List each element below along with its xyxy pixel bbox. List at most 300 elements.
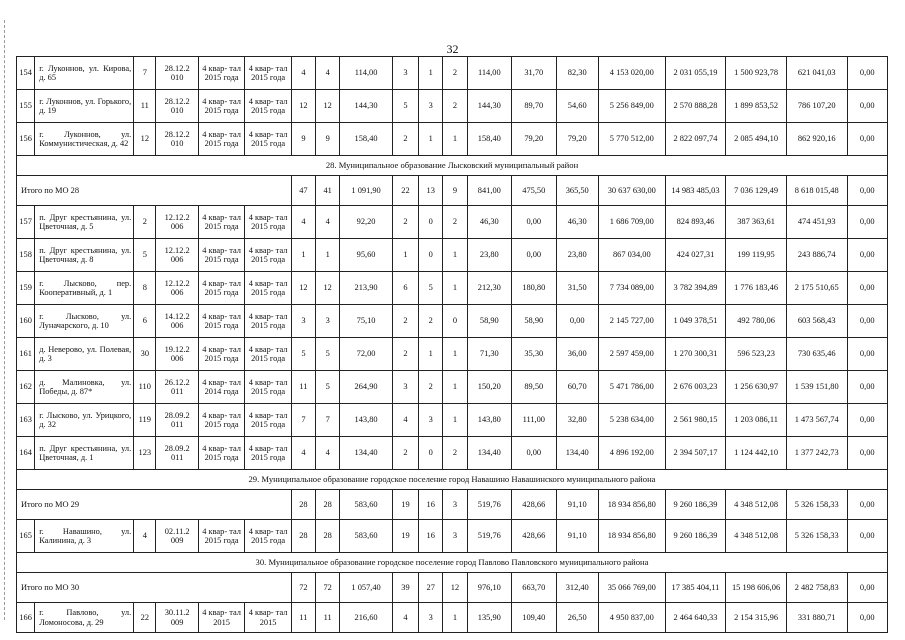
cost-regional: 199 119,95 (726, 239, 787, 272)
area-owned: 0,00 (512, 206, 556, 239)
table-row (17, 90, 888, 123)
house-id: 123 (134, 437, 156, 470)
flats-total: 4 (392, 404, 418, 437)
total-flats-municipal: 9 (443, 176, 467, 206)
address: д. Неверово, ул. Полевая, д. 3 (35, 338, 134, 371)
flats-total: 2 (392, 305, 418, 338)
total-flats-owned: 27 (419, 573, 443, 603)
table-row (17, 603, 888, 633)
date: 28.12.2 010 (156, 123, 198, 156)
total-flats-owned: 13 (419, 176, 443, 206)
address: г. Луконнов, ул. Кирова, д. 65 (35, 57, 134, 90)
address: п. Друг крестьянина, ул. Цветочная, д. 5 (35, 206, 134, 239)
flats-municipal: 0 (443, 305, 467, 338)
date: 28.12.2 010 (156, 90, 198, 123)
cost-fund: 2 822 097,74 (665, 123, 726, 156)
housing-program-table (16, 56, 888, 633)
total-cost-local: 5 326 158,33 (786, 490, 847, 520)
total-cost-extra: 0,00 (847, 176, 888, 206)
cost-extra: 0,00 (847, 90, 888, 123)
total-row (17, 490, 888, 520)
date: 30.11.2 009 (156, 603, 198, 633)
cost-fund: 2 031 055,19 (665, 57, 726, 90)
area-owned: 428,66 (512, 520, 556, 553)
total-residents-relocated: 28 (316, 490, 340, 520)
area-municipal: 32,80 (556, 404, 598, 437)
row-number: 157 (17, 206, 35, 239)
area-relocated: 150,20 (467, 371, 511, 404)
total-residents-relocated: 72 (316, 573, 340, 603)
total-area-relocated: 841,00 (467, 176, 511, 206)
plan-start: 4 квар- тал 2015 года (198, 520, 244, 553)
house-id: 22 (134, 603, 156, 633)
flats-municipal: 2 (443, 57, 467, 90)
plan-end: 4 квар- тал 2015 года (245, 90, 291, 123)
flats-municipal: 1 (443, 239, 467, 272)
flats-municipal: 2 (443, 437, 467, 470)
flats-total: 2 (392, 206, 418, 239)
area-municipal: 54,60 (556, 90, 598, 123)
total-area-municipal: 91,10 (556, 490, 598, 520)
plan-end: 4 квар- тал 2015 года (245, 404, 291, 437)
total-cost-extra: 0,00 (847, 573, 888, 603)
plan-end: 4 квар- тал 2015 года (245, 206, 291, 239)
page-number: 32 (446, 42, 459, 56)
house-id: 6 (134, 305, 156, 338)
total-area-owned: 475,50 (512, 176, 556, 206)
area-owned: 109,40 (512, 603, 556, 633)
house-id: 30 (134, 338, 156, 371)
flats-total: 5 (392, 90, 418, 123)
binding-margin-line (4, 20, 6, 620)
area-municipal: 79,20 (556, 123, 598, 156)
residents-relocated: 7 (316, 404, 340, 437)
residents-relocated: 4 (316, 57, 340, 90)
cost-regional: 1 500 923,78 (726, 57, 787, 90)
flats-municipal: 2 (443, 90, 467, 123)
flats-municipal: 1 (443, 123, 467, 156)
plan-start: 4 квар- тал 2015 (198, 603, 244, 633)
total-label: Итого по МО 30 (17, 573, 292, 603)
total-cost-total: 35 066 769,00 (598, 573, 665, 603)
plan-start: 4 квар- тал 2015 года (198, 90, 244, 123)
residents-total: 12 (291, 272, 315, 305)
total-area-owned: 428,66 (512, 490, 556, 520)
row-number: 158 (17, 239, 35, 272)
total-flats-total: 22 (392, 176, 418, 206)
cost-extra: 0,00 (847, 371, 888, 404)
table-row (17, 437, 888, 470)
total-cost-fund: 17 385 404,11 (665, 573, 726, 603)
area-municipal: 60,70 (556, 371, 598, 404)
area-municipal: 134,40 (556, 437, 598, 470)
residents-total: 9 (291, 123, 315, 156)
cost-fund: 9 260 186,39 (665, 520, 726, 553)
cost-fund: 2 676 003,23 (665, 371, 726, 404)
flats-owned: 3 (419, 404, 443, 437)
flats-total: 19 (392, 520, 418, 553)
residents-relocated: 9 (316, 123, 340, 156)
area-owned: 0,00 (512, 239, 556, 272)
plan-start: 4 квар- тал 2015 года (198, 437, 244, 470)
house-id: 11 (134, 90, 156, 123)
total-flats-total: 19 (392, 490, 418, 520)
row-number: 165 (17, 520, 35, 553)
plan-start: 4 квар- тал 2015 года (198, 404, 244, 437)
plan-end: 4 квар- тал 2015 года (245, 437, 291, 470)
total-cost-regional: 15 198 606,06 (726, 573, 787, 603)
address: г. Лысково, ул. Урицкого, д. 32 (35, 404, 134, 437)
address: г. Луконнов, ул. Горького, д. 19 (35, 90, 134, 123)
area-total: 72,00 (340, 338, 393, 371)
total-cost-regional: 7 036 129,49 (726, 176, 787, 206)
total-residents-relocated: 41 (316, 176, 340, 206)
cost-local: 474 451,93 (786, 206, 847, 239)
cost-extra: 0,00 (847, 305, 888, 338)
cost-total: 18 934 856,80 (598, 520, 665, 553)
flats-owned: 3 (419, 603, 443, 633)
plan-end: 4 квар- тал 2015 года (245, 123, 291, 156)
flats-owned: 2 (419, 305, 443, 338)
cost-total: 867 034,00 (598, 239, 665, 272)
row-number: 160 (17, 305, 35, 338)
total-cost-total: 18 934 856,80 (598, 490, 665, 520)
address: п. Друг крестьянина, ул. Цветочная, д. 8 (35, 239, 134, 272)
area-relocated: 46,30 (467, 206, 511, 239)
plan-end: 4 квар- тал 2015 (245, 603, 291, 633)
cost-regional: 1 776 183,46 (726, 272, 787, 305)
total-area-municipal: 365,50 (556, 176, 598, 206)
flats-total: 2 (392, 437, 418, 470)
flats-owned: 16 (419, 520, 443, 553)
cost-local: 1 473 567,74 (786, 404, 847, 437)
area-owned: 180,80 (512, 272, 556, 305)
plan-start: 4 квар- тал 2015 года (198, 272, 244, 305)
residents-relocated: 4 (316, 206, 340, 239)
total-area-municipal: 312,40 (556, 573, 598, 603)
residents-total: 11 (291, 371, 315, 404)
table-row (17, 305, 888, 338)
section-header-row (17, 156, 888, 176)
table-row (17, 338, 888, 371)
residents-relocated: 28 (316, 520, 340, 553)
cost-local: 1 377 242,73 (786, 437, 847, 470)
address: г. Лысково, ул. Луначарского, д. 10 (35, 305, 134, 338)
cost-fund: 2 464 640,33 (665, 603, 726, 633)
total-cost-extra: 0,00 (847, 490, 888, 520)
plan-start: 4 квар- тал 2014 года (198, 371, 244, 404)
row-number: 163 (17, 404, 35, 437)
flats-municipal: 1 (443, 338, 467, 371)
cost-total: 7 734 089,00 (598, 272, 665, 305)
cost-extra: 0,00 (847, 239, 888, 272)
flats-owned: 0 (419, 239, 443, 272)
flats-total: 2 (392, 338, 418, 371)
cost-extra: 0,00 (847, 123, 888, 156)
date: 28.09.2 011 (156, 437, 198, 470)
house-id: 4 (134, 520, 156, 553)
total-cost-fund: 9 260 186,39 (665, 490, 726, 520)
cost-extra: 0,00 (847, 603, 888, 633)
residents-relocated: 5 (316, 338, 340, 371)
plan-end: 4 квар- тал 2015 года (245, 239, 291, 272)
table-row (17, 520, 888, 553)
cost-local: 862 920,16 (786, 123, 847, 156)
row-number: 166 (17, 603, 35, 633)
area-owned: 79,20 (512, 123, 556, 156)
area-total: 143,80 (340, 404, 393, 437)
flats-total: 1 (392, 239, 418, 272)
total-area-total: 1 091,90 (340, 176, 393, 206)
cost-local: 243 886,74 (786, 239, 847, 272)
area-total: 264,90 (340, 371, 393, 404)
row-number: 155 (17, 90, 35, 123)
flats-owned: 0 (419, 437, 443, 470)
residents-total: 3 (291, 305, 315, 338)
flats-owned: 5 (419, 272, 443, 305)
area-relocated: 58,90 (467, 305, 511, 338)
cost-total: 4 896 192,00 (598, 437, 665, 470)
area-total: 134,40 (340, 437, 393, 470)
date: 26.12.2 011 (156, 371, 198, 404)
total-row (17, 176, 888, 206)
table-row (17, 239, 888, 272)
cost-local: 5 326 158,33 (786, 520, 847, 553)
flats-total: 2 (392, 123, 418, 156)
plan-end: 4 квар- тал 2015 года (245, 305, 291, 338)
flats-owned: 3 (419, 90, 443, 123)
address: п. Друг крестьянина, ул. Цветочная, д. 1 (35, 437, 134, 470)
address: г. Лысково, пер. Кооперативный, д. 1 (35, 272, 134, 305)
cost-regional: 596 523,23 (726, 338, 787, 371)
cost-extra: 0,00 (847, 338, 888, 371)
area-municipal: 31,50 (556, 272, 598, 305)
area-municipal: 82,30 (556, 57, 598, 90)
area-owned: 58,90 (512, 305, 556, 338)
total-flats-municipal: 3 (443, 490, 467, 520)
flats-municipal: 3 (443, 520, 467, 553)
flats-total: 4 (392, 603, 418, 633)
cost-extra: 0,00 (847, 520, 888, 553)
plan-start: 4 квар- тал 2015 года (198, 57, 244, 90)
area-relocated: 71,30 (467, 338, 511, 371)
plan-start: 4 квар- тал 2015 года (198, 123, 244, 156)
plan-end: 4 квар- тал 2015 года (245, 338, 291, 371)
area-relocated: 134,40 (467, 437, 511, 470)
flats-owned: 1 (419, 123, 443, 156)
flats-total: 3 (392, 371, 418, 404)
residents-relocated: 1 (316, 239, 340, 272)
area-total: 213,90 (340, 272, 393, 305)
area-municipal: 0,00 (556, 305, 598, 338)
address: г. Луконнов, ул. Коммунистическая, д. 42 (35, 123, 134, 156)
table-row (17, 57, 888, 90)
area-municipal: 46,30 (556, 206, 598, 239)
house-id: 119 (134, 404, 156, 437)
plan-end: 4 квар- тал 2015 года (245, 520, 291, 553)
section-title: 29. Муниципальное образование городское поселение город Навашино Навашинского муниципального района (17, 470, 888, 490)
area-relocated: 143,80 (467, 404, 511, 437)
residents-relocated: 5 (316, 371, 340, 404)
house-id: 12 (134, 123, 156, 156)
address: г. Павлово, ул. Ломоносова, д. 29 (35, 603, 134, 633)
cost-fund: 2 394 507,17 (665, 437, 726, 470)
total-residents-total: 72 (291, 573, 315, 603)
residents-total: 12 (291, 90, 315, 123)
table-row (17, 272, 888, 305)
total-cost-local: 8 618 015,48 (786, 176, 847, 206)
area-owned: 111,00 (512, 404, 556, 437)
total-residents-total: 28 (291, 490, 315, 520)
area-total: 216,60 (340, 603, 393, 633)
cost-local: 331 880,71 (786, 603, 847, 633)
house-id: 5 (134, 239, 156, 272)
cost-fund: 1 049 378,51 (665, 305, 726, 338)
date: 14.12.2 006 (156, 305, 198, 338)
cost-total: 5 471 786,00 (598, 371, 665, 404)
area-total: 95,60 (340, 239, 393, 272)
area-relocated: 114,00 (467, 57, 511, 90)
total-flats-municipal: 12 (443, 573, 467, 603)
flats-owned: 1 (419, 338, 443, 371)
area-relocated: 519,76 (467, 520, 511, 553)
plan-end: 4 квар- тал 2015 года (245, 371, 291, 404)
date: 28.12.2 010 (156, 57, 198, 90)
table-row (17, 206, 888, 239)
cost-total: 4 153 020,00 (598, 57, 665, 90)
residents-total: 7 (291, 404, 315, 437)
residents-relocated: 12 (316, 272, 340, 305)
area-municipal: 91,10 (556, 520, 598, 553)
cost-extra: 0,00 (847, 437, 888, 470)
area-relocated: 23,80 (467, 239, 511, 272)
cost-regional: 1 124 442,10 (726, 437, 787, 470)
residents-total: 4 (291, 206, 315, 239)
flats-municipal: 1 (443, 272, 467, 305)
cost-local: 2 175 510,65 (786, 272, 847, 305)
residents-relocated: 3 (316, 305, 340, 338)
cost-local: 730 635,46 (786, 338, 847, 371)
flats-municipal: 1 (443, 603, 467, 633)
cost-extra: 0,00 (847, 57, 888, 90)
cost-regional: 2 085 494,10 (726, 123, 787, 156)
cost-fund: 2 561 980,15 (665, 404, 726, 437)
cost-total: 5 256 849,00 (598, 90, 665, 123)
house-id: 7 (134, 57, 156, 90)
row-number: 164 (17, 437, 35, 470)
date: 02.11.2 009 (156, 520, 198, 553)
area-relocated: 212,30 (467, 272, 511, 305)
area-owned: 89,50 (512, 371, 556, 404)
area-relocated: 144,30 (467, 90, 511, 123)
area-total: 114,00 (340, 57, 393, 90)
total-label: Итого по МО 28 (17, 176, 292, 206)
area-total: 75,10 (340, 305, 393, 338)
cost-extra: 0,00 (847, 404, 888, 437)
row-number: 161 (17, 338, 35, 371)
total-area-relocated: 976,10 (467, 573, 511, 603)
residents-total: 4 (291, 57, 315, 90)
flats-municipal: 1 (443, 371, 467, 404)
total-area-total: 1 057,40 (340, 573, 393, 603)
total-row (17, 573, 888, 603)
total-area-total: 583,60 (340, 490, 393, 520)
cost-total: 5 770 512,00 (598, 123, 665, 156)
plan-end: 4 квар- тал 2015 года (245, 57, 291, 90)
cost-total: 2 597 459,00 (598, 338, 665, 371)
area-owned: 89,70 (512, 90, 556, 123)
flats-total: 6 (392, 272, 418, 305)
cost-fund: 2 570 888,28 (665, 90, 726, 123)
flats-owned: 2 (419, 371, 443, 404)
area-total: 158,40 (340, 123, 393, 156)
flats-municipal: 2 (443, 206, 467, 239)
cost-local: 1 539 151,80 (786, 371, 847, 404)
area-total: 92,20 (340, 206, 393, 239)
cost-fund: 424 027,31 (665, 239, 726, 272)
row-number: 159 (17, 272, 35, 305)
area-owned: 35,30 (512, 338, 556, 371)
cost-total: 2 145 727,00 (598, 305, 665, 338)
date: 28.09.2 011 (156, 404, 198, 437)
row-number: 156 (17, 123, 35, 156)
cost-local: 621 041,03 (786, 57, 847, 90)
total-cost-total: 30 637 630,00 (598, 176, 665, 206)
cost-local: 786 107,20 (786, 90, 847, 123)
plan-start: 4 квар- тал 2015 года (198, 206, 244, 239)
house-id: 110 (134, 371, 156, 404)
flats-owned: 0 (419, 206, 443, 239)
area-municipal: 26,50 (556, 603, 598, 633)
total-residents-total: 47 (291, 176, 315, 206)
total-area-owned: 663,70 (512, 573, 556, 603)
plan-start: 4 квар- тал 2015 года (198, 305, 244, 338)
residents-relocated: 11 (316, 603, 340, 633)
cost-regional: 2 154 315,96 (726, 603, 787, 633)
total-flats-owned: 16 (419, 490, 443, 520)
cost-regional: 4 348 512,08 (726, 520, 787, 553)
table-row (17, 123, 888, 156)
address: г. Навашино, ул. Калинина, д. 3 (35, 520, 134, 553)
total-cost-regional: 4 348 512,08 (726, 490, 787, 520)
cost-regional: 387 363,61 (726, 206, 787, 239)
area-relocated: 135,90 (467, 603, 511, 633)
total-cost-fund: 14 983 485,03 (665, 176, 726, 206)
cost-fund: 824 893,46 (665, 206, 726, 239)
cost-regional: 492 780,06 (726, 305, 787, 338)
cost-total: 4 950 837,00 (598, 603, 665, 633)
area-owned: 31,70 (512, 57, 556, 90)
row-number: 154 (17, 57, 35, 90)
residents-total: 4 (291, 437, 315, 470)
date: 12.12.2 006 (156, 272, 198, 305)
area-municipal: 36,00 (556, 338, 598, 371)
date: 12.12.2 006 (156, 206, 198, 239)
flats-municipal: 1 (443, 404, 467, 437)
residents-total: 1 (291, 239, 315, 272)
cost-regional: 1 899 853,52 (726, 90, 787, 123)
residents-total: 28 (291, 520, 315, 553)
cost-total: 1 686 709,00 (598, 206, 665, 239)
total-area-relocated: 519,76 (467, 490, 511, 520)
date: 19.12.2 006 (156, 338, 198, 371)
house-id: 8 (134, 272, 156, 305)
area-relocated: 158,40 (467, 123, 511, 156)
plan-start: 4 квар- тал 2015 года (198, 338, 244, 371)
residents-total: 11 (291, 603, 315, 633)
cost-extra: 0,00 (847, 272, 888, 305)
plan-end: 4 квар- тал 2015 года (245, 272, 291, 305)
